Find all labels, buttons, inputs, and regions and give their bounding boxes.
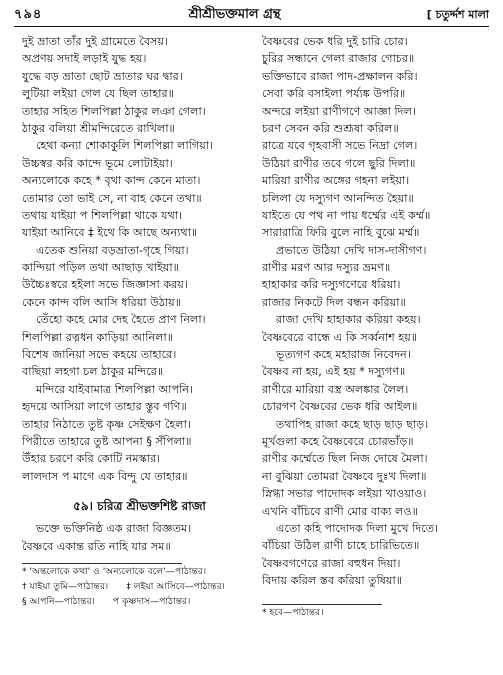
- verse-line: রাত্রে যবে গৃহবাসী সভে নিদ্রা গেল।: [262, 139, 418, 153]
- footnote: § আপনি—পাঠান্তর।: [22, 595, 95, 607]
- verse-line: বৈষ্ণবে একান্ত রতি নাহি যার সম॥: [22, 539, 171, 553]
- verse-line: রাণীরে মারিয়া বস্ত্র অলঙ্কার লৈল।: [262, 382, 409, 396]
- verse-line: অন্যলোকে কহে * বৃথা কান্দ কেনে মাতা।: [22, 174, 201, 188]
- verse-line: হৃদয়ে আসিয়া লাগে তাহার স্তুব গণি॥: [22, 400, 187, 414]
- verse-line: চুরির সন্ধানে গেলা রাজার গোচর॥: [262, 52, 415, 66]
- right-verse-block: [262, 33, 487, 590]
- footnote: ‡ লইয়া আসিবে—পাঠান্তর।: [126, 580, 225, 592]
- verse-line: চোরগণ বৈষ্ণবের ভেক ধরি আইল॥: [262, 400, 418, 414]
- verse-line: রাণীর মরণ আর দস্যুর ভ্রমণ॥: [262, 261, 391, 275]
- verse-line: তেঁহো কহে মোর দেহ হৈতে প্রাণ নিলা।: [36, 313, 206, 327]
- verse-line: উঠিয়া রাণীর তবে গলে ছুরি দিলা॥: [262, 156, 416, 170]
- verse-line: তাহার নিঠাতে তুষ্ট কৃষ্ণ সেইক্ষণ হৈলা।: [22, 417, 191, 431]
- chapter-label: [ চতুর্দ্দশ মালা: [426, 7, 489, 21]
- verse-line: অন্দরে লইয়া রাণীগণে আজ্ঞা দিল।: [262, 104, 416, 118]
- verse-line: চরণ সেবন করি শুশ্রূষা করিল॥: [262, 121, 399, 135]
- verse-line: হেথা কন্যা শোকাকুলি শিলপিল্লা লাগিয়া।: [36, 139, 214, 153]
- verse-line: রাজা দেখি হাহাকার করিয়া কহয়।: [276, 313, 421, 327]
- verse-line: অপ্রণয় সদাই লড়াই যুদ্ধ হয়।: [22, 52, 147, 66]
- verse-line: যাইয়া আনিবে ‡ ইথে কি আছে অন্যথা॥: [22, 226, 198, 240]
- verse-line: উচ্চস্বর করি কান্দে ভূমে লোটাইয়া।: [22, 156, 173, 170]
- verse-line: ঠাকুর বলিয়া শ্রীমন্দিরেতে রাখিলা॥: [22, 121, 175, 135]
- verse-line: বৈষ্ণবেরে বান্ধে এ কি সর্ব্বনাশ হয়॥: [262, 330, 418, 344]
- verse-line: রাজার নিকটে দিল বন্ধন করিয়া॥: [262, 295, 406, 309]
- verse-line: যুদ্ধে বড় ভ্রাতা ছোট ভ্রাতার ঘর দ্বার।: [22, 69, 183, 83]
- verse-line: কান্দিয়া পড়িল তথা আছাড় খাইয়া॥: [22, 261, 179, 275]
- left-verse-block-2: [22, 520, 257, 555]
- verse-line: মন্দিরে যাইবামাত্র শিলপিল্লা আপনি।: [36, 382, 194, 396]
- right-column: [262, 33, 487, 620]
- verse-line: মারিয়া রাণীর অঙ্গের গহনা লইয়া।: [262, 174, 410, 188]
- page-header: [14, 4, 489, 27]
- verse-line: না বুঝিয়া তোমরা বৈষ্ণবে দুঃখ দিলা॥: [262, 469, 427, 483]
- verse-line: বৈষ্ণব না হয়, এই হয় * দস্যুগণ॥: [262, 365, 406, 379]
- verse-line: বিদায় করিল স্তব করিয়া তুষিয়া॥: [262, 574, 403, 588]
- verse-line: বাছিয়া লহগা চল ঠাকুর মন্দিরে॥: [22, 365, 164, 379]
- footnote: * 'অন্তলোকে কথা' ও 'অন্যলোকে বলে'—পাঠান্তর।: [22, 565, 207, 577]
- verse-line: লুটিয়া লইয়া গেল যে ছিল তাহার॥: [22, 87, 174, 101]
- verse-line: উচ্চৈঃস্বরে হইলা সভে জিজ্ঞাসা করয়।: [22, 278, 188, 292]
- verse-line: ভক্তে ভক্তিনিষ্ঠ এক রাজা বিজ্ঞতম।: [36, 522, 192, 536]
- verse-line: বৈষ্ণবের ভেক ধরি দুই চারি চোর।: [262, 35, 408, 48]
- footnotes: [22, 564, 257, 609]
- section-heading: ৫৯। চরিত্র শ্রীভক্তশিষ্ট রাজা: [73, 499, 206, 514]
- verse-line: এখনি বাঁচিবে রাণী মোর বাক্য লও॥: [262, 504, 418, 518]
- verse-line: প্রভাতে উঠিয়া দেখি দাস-দাসীগণ।: [276, 243, 427, 257]
- verse-line: তথাপিহ রাজা কহে ছাড় ছাড় ছাড়।: [276, 417, 429, 431]
- verse-line: তোমার তো ভাই সে, না বাহ কেনে তথা॥: [22, 191, 202, 205]
- verse-line: এতেক শুনিয়া বড়ভ্রাতা-গৃহে গিয়া।: [36, 243, 189, 257]
- verse-line: তথায় যাইয়া প শিলপিল্লা থাকে যথা।: [22, 208, 183, 222]
- footnote: প কৃষ্ণদাস—পাঠান্তর।: [112, 595, 191, 607]
- verse-line: সারারাত্রি ফিরি বুলে নাহি বুঝে মর্ম্ম॥: [262, 226, 420, 240]
- left-verse-block: [22, 33, 257, 485]
- verse-line: এতো কহি পাদোদক দিলা মুখে দিতে।: [276, 521, 439, 535]
- verse-line: উঁহার চরণে করি কোটি নমস্কার।: [22, 452, 161, 466]
- footnote: * হবে—পাঠান্তর।: [262, 606, 324, 618]
- verse-line: লালদাস প মাগে এক বিন্দু যে তাহার॥: [22, 469, 188, 483]
- verse-line: পিরীতে তাহারে তুষ্ট আপনা § সঁপিলা॥: [22, 434, 192, 448]
- verse-line: তাহার সহিত শিলপিল্লা ঠাকুর লঞা গেলা।: [22, 104, 206, 118]
- verse-line: বৈষ্ণবগণেরে রাজা বহুধন দিয়া।: [262, 556, 401, 570]
- verse-line: শিলপিল্লা রত্নধন কাড়িয়া আনিলা॥: [22, 330, 174, 344]
- running-title: শ্রীশ্রীভক্তমাল গ্রন্থ: [188, 6, 281, 22]
- footnote-row: [22, 579, 257, 594]
- verse-line: হাহাকার করি দস্যুগণেরে ধরিয়া।: [262, 278, 401, 292]
- page-number: ৭৯৪: [14, 6, 43, 22]
- verse-line: দুই ভ্রাতা তাঁর দুই গ্রামেতে বৈসয়।: [22, 35, 169, 48]
- verse-line: ভক্তিভাবে রাজা পাদ-প্রক্ষালন করি।: [262, 69, 418, 83]
- verse-line: কেনে কান্দ বলি আসি ধরিয়া উঠায়॥: [22, 295, 182, 309]
- verse-line: সেবা করি বসাইলা পর্য্যঙ্ক উপরি॥: [262, 87, 406, 101]
- footnote: † যাইয়া তুমি—পাঠান্তর।: [22, 580, 109, 592]
- footnote-row: [22, 594, 257, 609]
- verse-line: স্নিগ্ধা সভার পাদোদক লইয়া খাওয়াও।: [262, 487, 427, 501]
- verse-line: বিশেষ জানিয়া সভে কহয়ে তাহারে।: [22, 348, 177, 362]
- verse-line: ভূত্যগণ কহে মহারাজ নিবেদন।: [276, 348, 411, 362]
- verse-line: রাণীর কর্ম্মেতে ছিল নিজ দোষে মৈলা।: [262, 452, 428, 466]
- verse-line: মূর্খগুলা কহে বৈষ্ণবেরে চোরভাঁড়॥: [262, 434, 414, 448]
- verse-line: চলিলা যে দস্যুগণ আনন্দিত হৈয়া॥: [262, 191, 414, 205]
- left-column: [22, 33, 257, 609]
- verse-line: বাঁচিয়া উঠিল রাণী চাহে চারিভিতে॥: [262, 539, 420, 553]
- verse-line: যাইতে যে পথ না পায় ধর্ম্মের এই কর্ম্ম॥: [262, 208, 431, 222]
